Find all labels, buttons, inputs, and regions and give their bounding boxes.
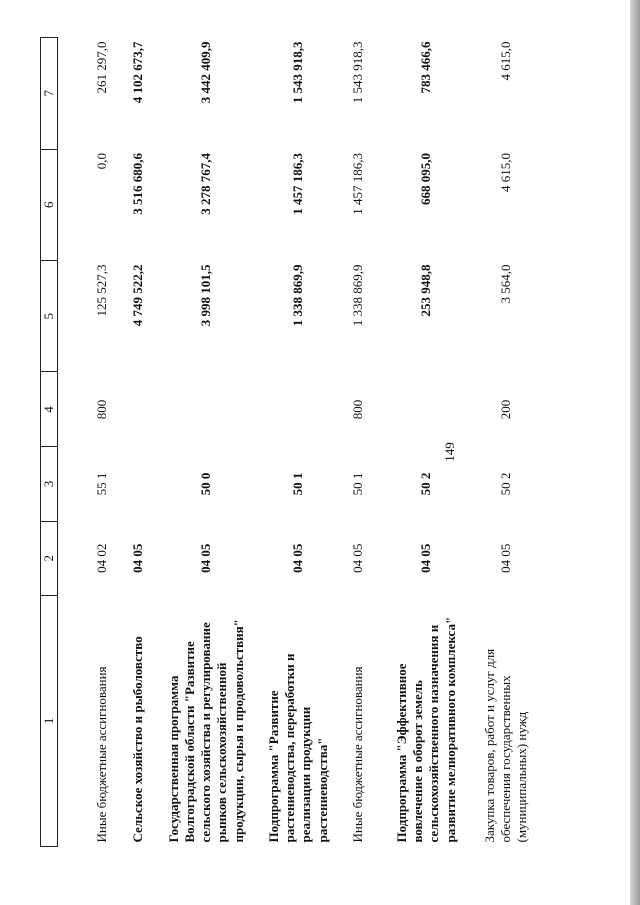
table-row: [378, 38, 474, 847]
row-expense-type: 200: [498, 399, 514, 420]
row-expense-type: 800: [94, 399, 110, 420]
row-section: 04 02: [94, 543, 110, 573]
row-target: 50 2: [418, 472, 434, 496]
row-col7: 4 102 673,7: [130, 41, 146, 104]
row-expense-type: [378, 372, 474, 447]
table-row: [154, 38, 258, 847]
row-col5: 125 527,3: [94, 264, 110, 317]
table-row: [122, 38, 154, 847]
row-col6: 1 457 186,3: [290, 153, 306, 215]
row-col7: 261 297,0: [94, 41, 110, 94]
row-name: Иные бюджетные ассигнования: [94, 666, 110, 843]
scan-edge: [630, 0, 640, 905]
spacer-row: [58, 38, 83, 847]
row-col6: 3 516 680,6: [130, 153, 146, 215]
header-col-2: 2: [41, 521, 58, 595]
header-col-6: 6: [41, 149, 58, 260]
row-section: 04 05: [198, 543, 214, 573]
page-number: 149: [442, 442, 457, 462]
row-col5: 253 948,8: [418, 264, 434, 317]
row-col5: 3 998 101,5: [198, 264, 214, 327]
row-col5: 1 338 869,9: [350, 264, 366, 327]
row-col5: 1 338 869,9: [290, 264, 306, 327]
row-expense-type: [154, 372, 258, 447]
row-col7: 783 466,6: [418, 41, 434, 94]
row-col6: 3 278 767,4: [198, 153, 214, 215]
row-expense-type: [122, 372, 154, 447]
row-target: 50 2: [498, 472, 514, 496]
header-col-1: 1: [41, 595, 58, 846]
row-target: [122, 447, 154, 521]
row-col7: 1 543 918,3: [350, 41, 366, 104]
row-col6: 0,0: [94, 153, 110, 170]
table-row: [82, 38, 122, 847]
row-expense-type: [258, 372, 338, 447]
row-section: 04 05: [498, 543, 514, 573]
row-target: 50 1: [350, 472, 366, 496]
row-name: Сельское хозяйство и рыболовство: [130, 636, 146, 843]
row-col6: 4 615,0: [498, 153, 514, 193]
header-col-3: 3: [41, 447, 58, 521]
row-col7: 1 543 918,3: [290, 41, 306, 104]
row-target: 55 1: [94, 472, 110, 496]
row-name: Подпрограмма "Эффективное вовлечение в оборот земель сельскохозяйственного назначения и развитие мелиоративного комплекса": [393, 616, 458, 843]
row-col5: 4 749 522,2: [130, 264, 146, 327]
row-section: 04 05: [350, 543, 366, 573]
row-section: 04 05: [418, 543, 434, 573]
row-name: Государственная программа Волгоградской области "Развитие сельского хозяйства и регулирование рынков сельскохозяйственной продукции, сырья и продовольствия": [165, 619, 246, 843]
header-col-5: 5: [41, 261, 58, 372]
row-col6: 668 095,0: [418, 153, 434, 206]
row-name: Закупка товаров, работ и услуг для обеспечения государственных (муниципальных) нужд: [481, 648, 530, 843]
row-name: Иные бюджетные ассигнования: [350, 666, 366, 843]
header-col-7: 7: [41, 38, 58, 150]
row-section: 04 05: [130, 543, 146, 573]
row-col5: 3 564,0: [498, 264, 514, 304]
table-row: [258, 38, 338, 847]
rotated-sheet: [20, 27, 620, 877]
table-row: [474, 38, 538, 847]
row-section: 04 05: [290, 543, 306, 573]
budget-table: [40, 37, 538, 847]
row-target: 50 1: [290, 472, 306, 496]
row-col7: 4 615,0: [498, 41, 514, 81]
table-row: [338, 38, 378, 847]
header-col-4: 4: [41, 372, 58, 447]
row-name: Подпрограмма "Развитие растениеводства, переработки и реализации продукции растениеводства": [265, 653, 330, 843]
row-col6: 1 457 186,3: [350, 153, 366, 215]
row-target: 50 0: [198, 472, 214, 496]
table-header-row: [41, 38, 58, 847]
row-expense-type: 800: [350, 399, 366, 420]
row-col7: 3 442 409,9: [198, 41, 214, 104]
